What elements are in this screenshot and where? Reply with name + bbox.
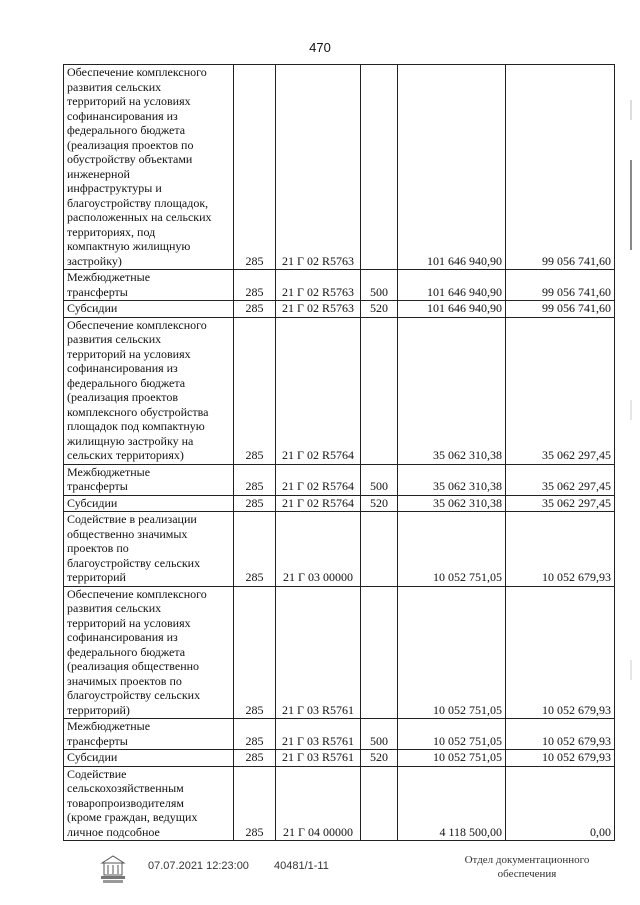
page-number: 470 (309, 40, 331, 55)
amount-2021-cell: 35 062 310,38 (398, 464, 506, 495)
amount-executed-cell: 10 052 679,93 (506, 719, 615, 750)
page-footer (0, 853, 640, 893)
target-article-cell: 21 Г 02 R5764 (276, 495, 361, 512)
expense-type-cell: 520 (361, 301, 398, 318)
table-row (64, 65, 615, 270)
budget-table-body (64, 65, 615, 841)
expense-type-cell: 500 (361, 270, 398, 301)
row-name-cell: Обеспечение комплексного развития сельских территорий на условиях софинансирования из федерального бюджета (реализация общественно значимых проектов по благоустройству сельских территорий) (64, 586, 234, 719)
row-name-cell: Субсидии (64, 495, 234, 512)
footer-doc-number: 40481/1-11 (274, 860, 329, 872)
ved-cell: 285 (234, 464, 276, 495)
table-row (64, 719, 615, 750)
table-row (64, 750, 615, 767)
amount-2021-cell: 10 052 751,05 (398, 750, 506, 767)
target-article-cell: 21 Г 02 R5764 (276, 317, 361, 464)
expense-type-cell: 520 (361, 750, 398, 767)
table-row (64, 464, 615, 495)
row-name-cell: Субсидии (64, 301, 234, 318)
duma-emblem-icon (98, 853, 128, 885)
amount-executed-cell: 10 052 679,93 (506, 586, 615, 719)
target-article-cell: 21 Г 02 R5763 (276, 270, 361, 301)
amount-2021-cell: 10 052 751,05 (398, 586, 506, 719)
target-article-cell: 21 Г 02 R5763 (276, 301, 361, 318)
ved-cell: 285 (234, 301, 276, 318)
table-row (64, 301, 615, 318)
expense-type-cell (361, 766, 398, 841)
ved-cell: 285 (234, 65, 276, 270)
footer-datetime: 07.07.2021 12:23:00 (148, 860, 249, 872)
row-name-cell: Межбюджетные трансферты (64, 464, 234, 495)
expense-type-cell: 500 (361, 464, 398, 495)
ved-cell: 285 (234, 495, 276, 512)
expense-type-cell (361, 317, 398, 464)
table-row (64, 317, 615, 464)
row-name-cell: Обеспечение комплексного развития сельских территорий на условиях софинансирования из федерального бюджета (реализация проектов по обустройству объектами инженерной инфраструктуры и благоустройству площадок, расположенных на сельских территориях, под компактную жилищную застройку) (64, 65, 234, 270)
target-article-cell: 21 Г 04 00000 (276, 766, 361, 841)
budget-table (63, 64, 615, 841)
amount-2021-cell: 101 646 940,90 (398, 301, 506, 318)
expense-type-cell (361, 65, 398, 270)
target-article-cell: 21 Г 03 00000 (276, 512, 361, 587)
amount-executed-cell: 35 062 297,45 (506, 317, 615, 464)
amount-2021-cell: 4 118 500,00 (398, 766, 506, 841)
ved-cell: 285 (234, 317, 276, 464)
amount-executed-cell: 10 052 679,93 (506, 512, 615, 587)
amount-2021-cell: 35 062 310,38 (398, 495, 506, 512)
footer-department: Отдел документационного обеспечения (464, 854, 590, 880)
ved-cell: 285 (234, 512, 276, 587)
target-article-cell: 21 Г 02 R5764 (276, 464, 361, 495)
amount-executed-cell: 99 056 741,60 (506, 65, 615, 270)
target-article-cell: 21 Г 02 R5763 (276, 65, 361, 270)
amount-executed-cell: 35 062 297,45 (506, 495, 615, 512)
target-article-cell: 21 Г 03 R5761 (276, 750, 361, 767)
amount-executed-cell: 35 062 297,45 (506, 464, 615, 495)
expense-type-cell (361, 586, 398, 719)
table-row (64, 586, 615, 719)
row-name-cell: Содействие сельскохозяйственным товаропроизводителям (кроме граждан, ведущих личное подсобное (64, 766, 234, 841)
amount-2021-cell: 35 062 310,38 (398, 317, 506, 464)
target-article-cell: 21 Г 03 R5761 (276, 719, 361, 750)
amount-2021-cell: 101 646 940,90 (398, 270, 506, 301)
amount-2021-cell: 10 052 751,05 (398, 719, 506, 750)
amount-2021-cell: 10 052 751,05 (398, 512, 506, 587)
row-name-cell: Обеспечение комплексного развития сельских территорий на условиях софинансирования из федерального бюджета (реализация проектов комплексного обустройства площадок под компактную жилищную застройку на сельских территориях) (64, 317, 234, 464)
amount-executed-cell: 10 052 679,93 (506, 750, 615, 767)
row-name-cell: Межбюджетные трансферты (64, 270, 234, 301)
expense-type-cell: 520 (361, 495, 398, 512)
expense-type-cell: 500 (361, 719, 398, 750)
amount-2021-cell: 101 646 940,90 (398, 65, 506, 270)
table-row (64, 512, 615, 587)
ved-cell: 285 (234, 270, 276, 301)
amount-executed-cell: 0,00 (506, 766, 615, 841)
row-name-cell: Межбюджетные трансферты (64, 719, 234, 750)
ved-cell: 285 (234, 719, 276, 750)
ved-cell: 285 (234, 766, 276, 841)
amount-executed-cell: 99 056 741,60 (506, 270, 615, 301)
expense-type-cell (361, 512, 398, 587)
target-article-cell: 21 Г 03 R5761 (276, 586, 361, 719)
ved-cell: 285 (234, 586, 276, 719)
table-row (64, 495, 615, 512)
amount-executed-cell: 99 056 741,60 (506, 301, 615, 318)
ved-cell: 285 (234, 750, 276, 767)
row-name-cell: Содействие в реализации общественно значимых проектов по благоустройству сельских территорий (64, 512, 234, 587)
row-name-cell: Субсидии (64, 750, 234, 767)
table-row (64, 270, 615, 301)
scan-edge-mark (630, 100, 632, 800)
table-row (64, 766, 615, 841)
